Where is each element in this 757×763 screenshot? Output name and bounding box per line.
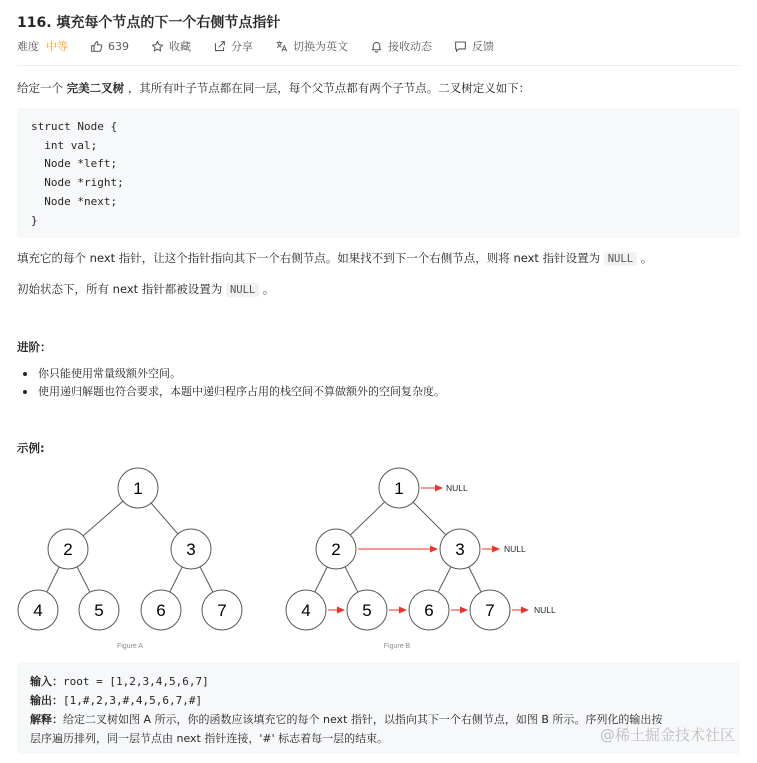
svg-text:2: 2 xyxy=(331,540,341,559)
figure-a-caption: Figure A xyxy=(116,643,144,650)
tree-node xyxy=(18,590,58,630)
advanced-heading: 进阶： xyxy=(17,340,52,354)
tree-node xyxy=(347,590,387,630)
tree-node xyxy=(48,529,88,569)
list-item: 使用递归解题也符合要求，本题中递归程序占用的栈空间不算做额外的空间复杂度。 xyxy=(38,383,445,401)
svg-text:3: 3 xyxy=(455,540,465,559)
tree-node xyxy=(470,590,510,630)
tree-node xyxy=(316,529,356,569)
null-inline-code: NULL xyxy=(604,252,637,266)
tree-node xyxy=(409,590,449,630)
problem-meta-bar xyxy=(17,38,516,54)
svg-text:1: 1 xyxy=(133,479,143,498)
tree-node xyxy=(141,590,181,630)
null-inline-code: NULL xyxy=(226,283,259,297)
tree-node xyxy=(118,468,158,508)
subscribe-button[interactable]: 接收动态 xyxy=(370,38,432,54)
null-label: NULL xyxy=(446,483,468,493)
watermark: @稀土掘金技术社区 xyxy=(599,726,735,744)
share-button[interactable]: 分享 xyxy=(213,38,253,54)
list-item: 你只能使用常量级额外空间。 xyxy=(38,365,445,383)
advanced-tips-list xyxy=(38,365,445,401)
translate-icon xyxy=(275,40,288,53)
feedback-button[interactable]: 反馈 xyxy=(454,38,494,54)
struct-code-block xyxy=(17,108,740,238)
description-intro: 给定一个 完美二叉树 ，其所有叶子节点都在同一层，每个父节点都有两个子节点。二叉树定义如下： xyxy=(17,81,531,95)
tree-node xyxy=(379,468,419,508)
null-label: NULL xyxy=(534,605,556,615)
thumbs-up-icon xyxy=(90,40,103,53)
svg-text:6: 6 xyxy=(424,601,434,620)
tree-node xyxy=(286,590,326,630)
tree-node xyxy=(79,590,119,630)
description-fill: 填充它的每个 next 指针，让这个指针指向其下一个右侧节点。如果找不到下一个右侧节点，则将 next 指针设置为 NULL 。 xyxy=(17,251,653,265)
svg-text:7: 7 xyxy=(485,601,495,620)
description-init: 初始状态下，所有 next 指针都被设置为 NULL 。 xyxy=(17,282,275,296)
header-divider xyxy=(17,65,740,66)
figure-b-caption: Figure B xyxy=(383,643,411,650)
problem-title: 116. 填充每个节点的下一个右侧节点指针 xyxy=(17,15,281,31)
svg-text:3: 3 xyxy=(186,540,196,559)
struct-code: struct Node { int val; Node *left; Node *right; Node *next; } xyxy=(31,120,124,227)
like-count: 639 xyxy=(108,39,129,53)
svg-text:1: 1 xyxy=(394,479,404,498)
difficulty-badge: 中等 xyxy=(46,40,68,53)
null-label: NULL xyxy=(504,544,526,554)
figure-a-nodes xyxy=(18,468,242,630)
example-output: 输出：[1,#,2,3,#,4,5,6,7,#] xyxy=(30,694,203,707)
example-tree-diagram xyxy=(0,460,757,660)
tree-node xyxy=(440,529,480,569)
svg-text:2: 2 xyxy=(63,540,73,559)
svg-text:5: 5 xyxy=(362,601,372,620)
tree-node xyxy=(171,529,211,569)
example-input: 输入：root = [1,2,3,4,5,6,7] xyxy=(30,675,209,688)
bell-icon xyxy=(370,40,383,53)
example-explanation: 解释：给定二叉树如图 A 所示，你的函数应该填充它的每个 next 指针，以指向其下一个右侧节点，如图 B 所示。序列化的输出按 xyxy=(30,713,663,726)
difficulty-label: 难度 xyxy=(17,40,39,53)
favorite-button[interactable]: 收藏 xyxy=(151,38,191,54)
svg-text:4: 4 xyxy=(301,601,311,620)
tree-node xyxy=(202,590,242,630)
star-icon xyxy=(151,40,164,53)
svg-text:6: 6 xyxy=(156,601,166,620)
svg-text:4: 4 xyxy=(33,601,43,620)
svg-text:7: 7 xyxy=(217,601,227,620)
like-button[interactable] xyxy=(90,40,129,53)
share-icon xyxy=(213,40,226,53)
feedback-icon xyxy=(454,40,467,53)
example-heading: 示例: xyxy=(17,441,45,455)
svg-text:5: 5 xyxy=(94,601,104,620)
example-explanation-cont: 层序遍历排列，同一层节点由 next 指针连接，'#' 标志着每一层的结束。 xyxy=(30,732,389,745)
switch-language-button[interactable]: 切换为英文 xyxy=(275,38,348,54)
